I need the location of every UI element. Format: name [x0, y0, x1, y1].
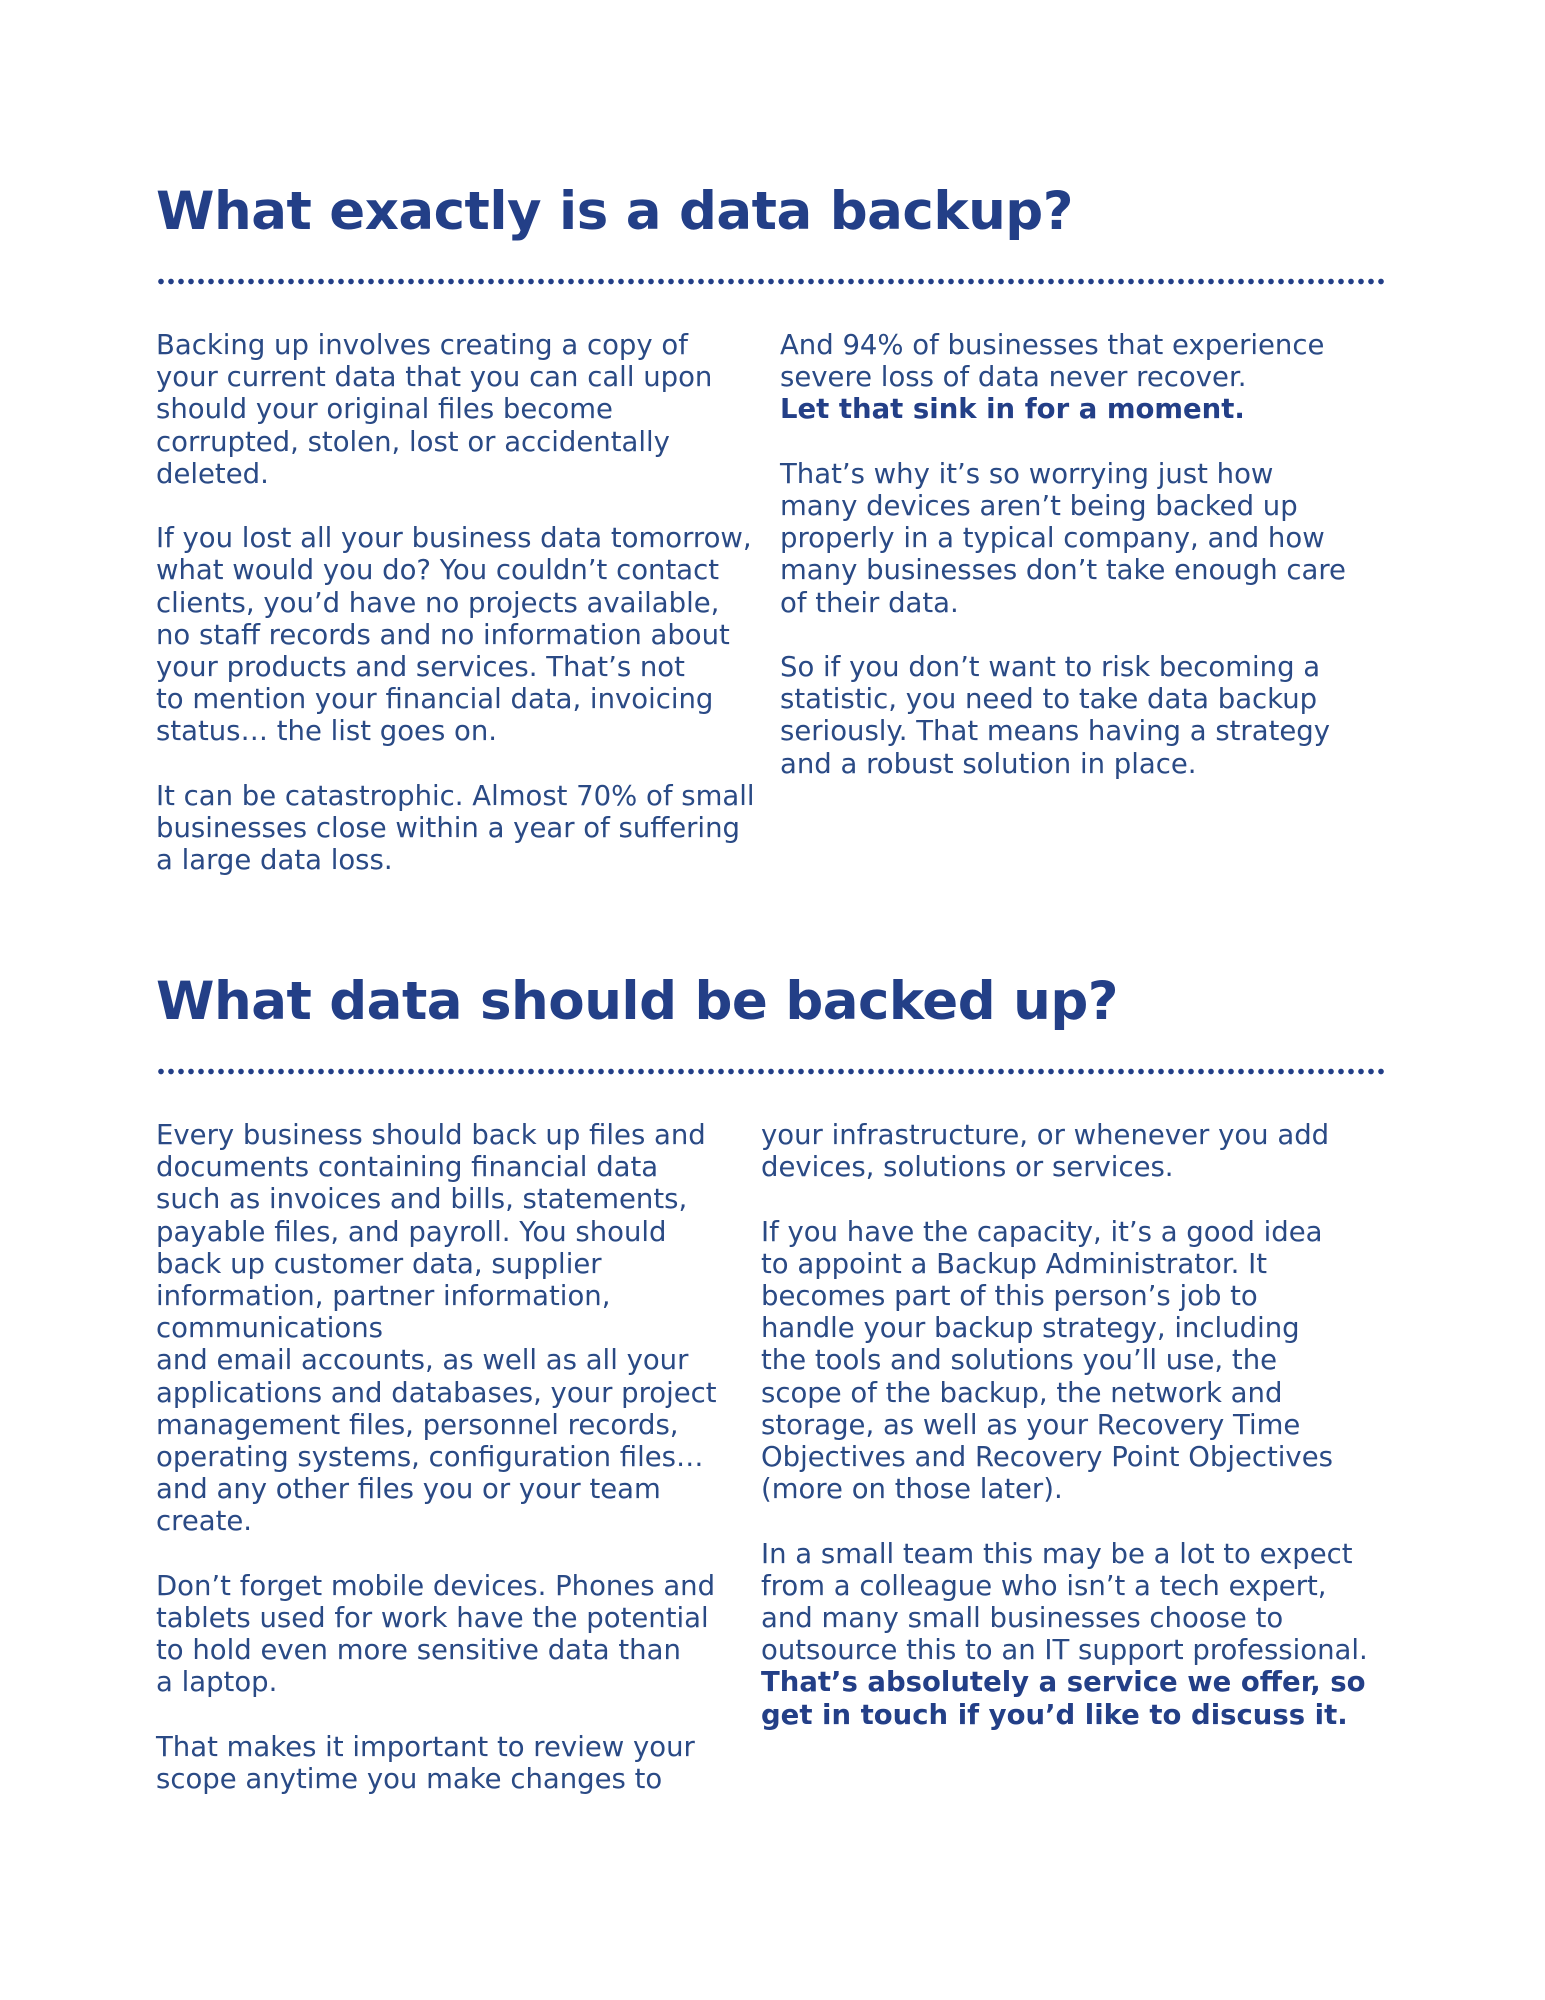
paragraph: Backing up involves creating a copy of your current data that you can call upon should your original files become corrupted, stolen, lost or accidentally deleted. — [156, 329, 713, 490]
paragraph: It can be catastrophic. Almost 70% of small businesses close within a year of suffering a large data loss. — [156, 779, 755, 877]
emphasis-text: Let that sink in for a moment. — [780, 393, 1245, 426]
section-heading: What exactly is a data backup? — [156, 181, 1073, 242]
paragraph: That’s why it’s so worrying just how many devices aren’t being backed up properly in a typical company, and how many businesses don’t take enough care of their data. — [780, 457, 1346, 619]
right-column — [780, 329, 1380, 780]
paragraph-text: In a small team this may be a lot to expect from a colleague who isn’t a tech expert, and many small businesses choose to outsource this to an IT support professional. — [761, 1537, 1368, 1667]
dotted-divider — [156, 1068, 1386, 1075]
paragraph: your infrastructure, or whenever you add devices, solutions or services. — [761, 1119, 1330, 1184]
paragraph: If you have the capacity, it’s a good idea to appoint a Backup Administrator. It becomes part of this person’s job to handle your backup strategy, including the tools and solutions you’ll use, the scope of the backup, the network and storage, as well as your Recovery Time Objectives and Recovery Point Objectives (more on those later). — [761, 1215, 1333, 1506]
dotted-divider — [156, 278, 1386, 285]
emphasis-text: That’s absolutely a service we offer, so get in touch if you’d like to discuss it. — [761, 1666, 1366, 1731]
paragraph — [780, 329, 1380, 426]
section-what-to-back-up — [156, 966, 1386, 1796]
section-data-backup — [156, 176, 1386, 877]
paragraph: If you lost all your business data tomorrow, what would you do? You couldn’t contact clients, you’d have no projects available, no staff records and no information about your products and services. That’s not to mention your financial data, invoicing status… the list goes on. — [156, 522, 752, 748]
left-column — [156, 1119, 751, 1795]
right-column — [761, 1119, 1386, 1731]
paragraph: Every business should back up files and documents containing financial data such as invoices and bills, statements, payable files, and payroll. You should back up customer data, supplier information, partner information, communications and email accounts, as well as all your applications and databases, your project management files, personnel records, operating systems, configuration files… and any other files you or your team create. — [156, 1119, 717, 1538]
paragraph — [761, 1538, 1386, 1731]
paragraph: Don’t forget mobile devices. Phones and tablets used for work have the potential to hold even more sensitive data than a laptop. — [156, 1569, 716, 1699]
paragraph: So if you don’t want to risk becoming a statistic, you need to take data backup seriously. That means having a strategy and a robust solution in place. — [780, 651, 1331, 780]
paragraph-text: And 94% of businesses that experience severe loss of data never recover. — [780, 329, 1325, 394]
section-heading: What data should be backed up? — [156, 971, 1119, 1032]
left-column — [156, 329, 771, 876]
paragraph: That makes it important to review your scope anytime you make changes to — [156, 1730, 695, 1796]
